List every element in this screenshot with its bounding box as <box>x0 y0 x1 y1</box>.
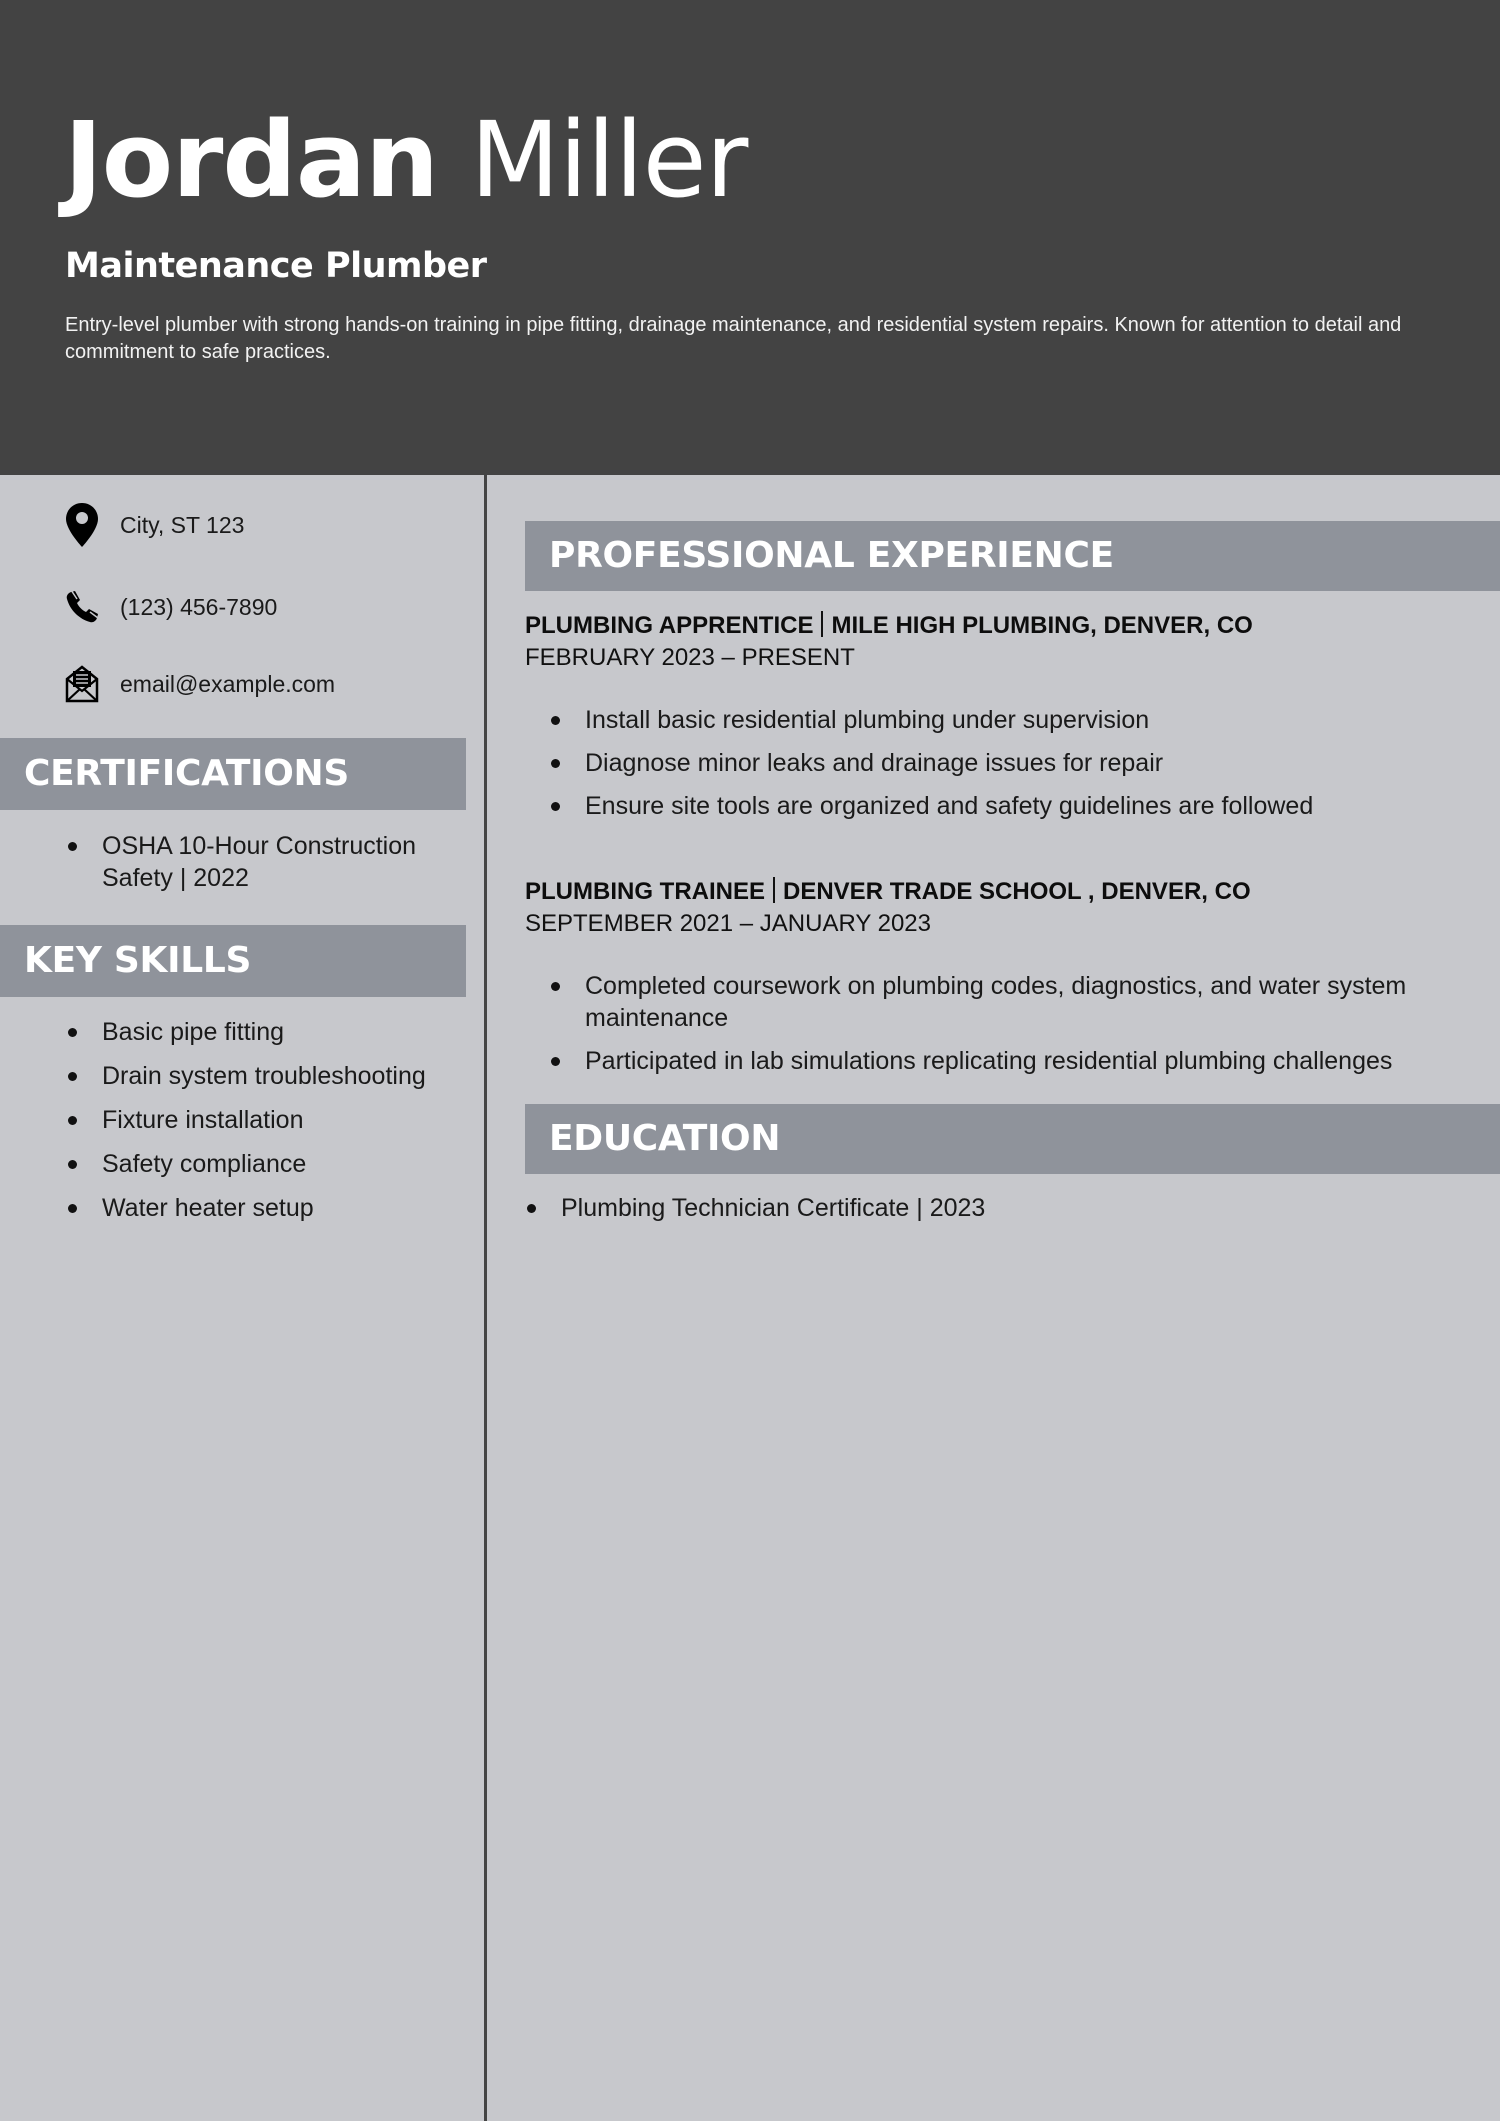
location-pin-icon <box>64 502 100 548</box>
job-entry <box>525 876 1475 1088</box>
skills-list <box>64 1016 454 1236</box>
job-entry <box>525 610 1475 833</box>
skill-item: Drain system troubleshooting <box>64 1060 454 1092</box>
job-role: PLUMBING TRAINEE <box>525 878 765 905</box>
column-divider <box>484 475 487 2121</box>
job-bullet: Install basic residential plumbing under supervision <box>525 704 1475 736</box>
candidate-name <box>64 99 748 221</box>
skill-item: Water heater setup <box>64 1192 454 1224</box>
contact-email <box>64 661 335 707</box>
location-text: City, ST 123 <box>120 511 245 538</box>
job-bullet: Diagnose minor leaks and drainage issues for repair <box>525 747 1475 779</box>
skill-item: Safety compliance <box>64 1148 454 1180</box>
envelope-icon <box>64 661 100 707</box>
skill-item: Basic pipe fitting <box>64 1016 454 1048</box>
job-header <box>525 876 1475 908</box>
job-bullet: Completed coursework on plumbing codes, diagnostics, and water system maintenance <box>525 970 1475 1034</box>
job-header <box>525 610 1475 642</box>
job-bullets <box>525 704 1475 822</box>
contact-phone <box>64 584 277 630</box>
first-name: Jordan <box>64 99 439 221</box>
education-list <box>525 1192 1475 1224</box>
job-bullet: Ensure site tools are organized and safety guidelines are followed <box>525 790 1475 822</box>
resume-header <box>0 0 1500 475</box>
phone-text: (123) 456-7890 <box>120 593 278 620</box>
contact-location <box>64 502 244 548</box>
skill-item: Fixture installation <box>64 1104 454 1136</box>
job-title: Maintenance Plumber <box>65 246 487 286</box>
separator <box>773 877 775 903</box>
key-skills-heading: KEY SKILLS <box>0 925 466 997</box>
professional-summary: Entry-level plumber with strong hands-on training in pipe fitting, drainage maintenance, and residential system repairs. Known for attention to detail and commitment to safe practices. <box>65 314 1402 363</box>
job-employer: MILE HIGH PLUMBING, DENVER, CO <box>831 612 1253 639</box>
certifications-heading: CERTIFICATIONS <box>0 738 466 810</box>
job-bullet: Participated in lab simulations replicating residential plumbing challenges <box>525 1045 1475 1077</box>
job-dates: SEPTEMBER 2021 – JANUARY 2023 <box>525 910 931 937</box>
education-heading: EDUCATION <box>525 1104 1500 1174</box>
education-item: Plumbing Technician Certificate | 2023 <box>525 1192 1475 1224</box>
last-name: Miller <box>470 99 748 221</box>
separator <box>821 611 823 637</box>
phone-icon <box>64 584 100 630</box>
job-bullets <box>525 970 1475 1077</box>
job-dates: FEBRUARY 2023 – PRESENT <box>525 644 855 671</box>
certifications-list <box>64 830 454 894</box>
experience-heading: PROFESSIONAL EXPERIENCE <box>525 521 1500 591</box>
job-employer: DENVER TRADE SCHOOL , DENVER, CO <box>783 878 1251 905</box>
email-text: email@example.com <box>120 670 336 697</box>
job-role: PLUMBING APPRENTICE <box>525 612 814 639</box>
certification-item: OSHA 10-Hour Construction Safety | 2022 <box>64 830 454 894</box>
